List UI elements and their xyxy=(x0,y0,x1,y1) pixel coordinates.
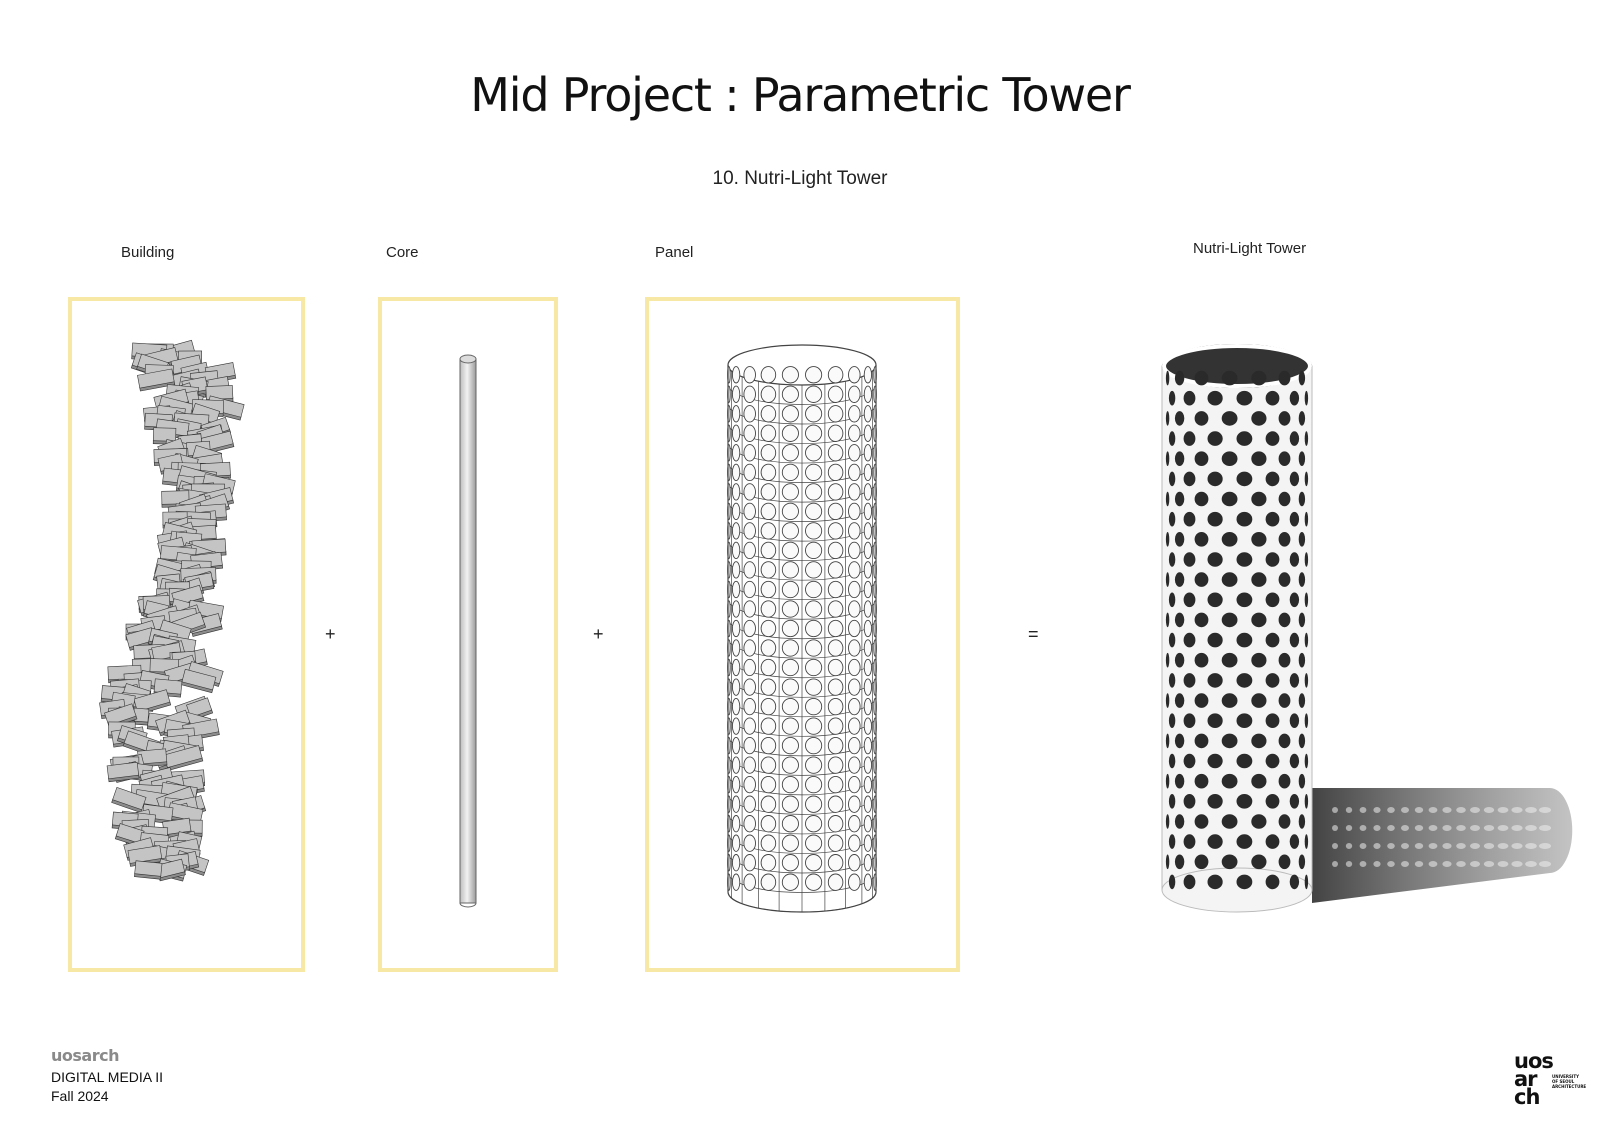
label-result: Nutri-Light Tower xyxy=(1193,240,1307,257)
plus-operator-1: + xyxy=(325,624,336,644)
uosarch-logo-small: uosarch xyxy=(51,1046,119,1065)
uosarch-logo-caption: UNIVERSITY OF SEOUL ARCHITECTURE xyxy=(1552,1074,1587,1089)
course-term: Fall 2024 xyxy=(51,1088,109,1104)
label-panel: Panel xyxy=(655,244,694,261)
project-subtitle: 10. Nutri-Light Tower xyxy=(712,168,888,189)
label-core: Core xyxy=(386,244,419,261)
label-building: Building xyxy=(121,244,175,261)
tower-render-image xyxy=(1050,318,1580,938)
panel-model-image xyxy=(645,297,960,972)
uosarch-logo-mark: uos ar ch xyxy=(1514,1049,1553,1109)
core-model-image xyxy=(378,297,558,972)
page-title: Mid Project : Parametric Tower xyxy=(470,68,1130,122)
equals-operator: = xyxy=(1028,624,1039,644)
course-name: DIGITAL MEDIA II xyxy=(51,1069,164,1085)
building-model-image xyxy=(68,297,305,972)
plus-operator-2: + xyxy=(593,624,604,644)
